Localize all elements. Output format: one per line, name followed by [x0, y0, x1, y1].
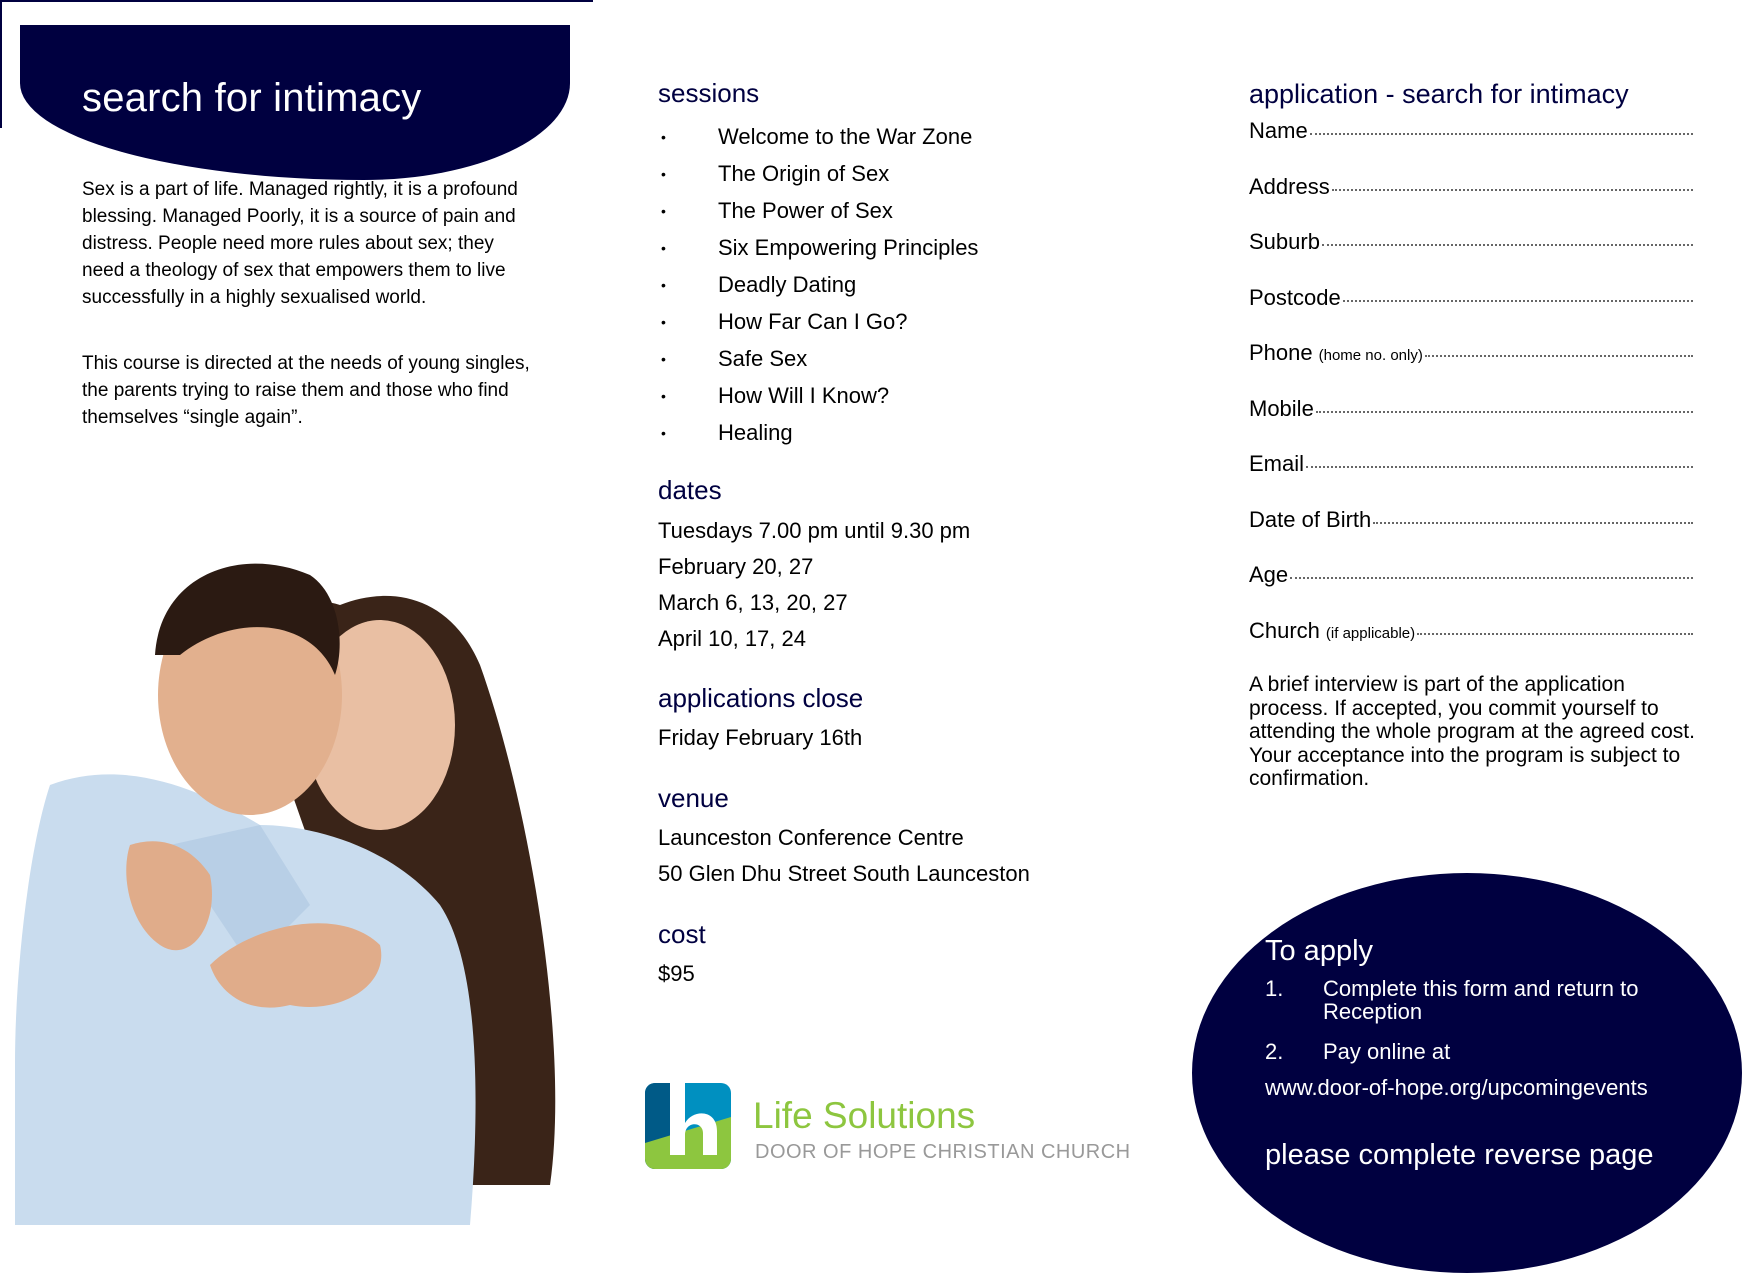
address-input-line[interactable]: [1332, 189, 1693, 191]
age-field[interactable]: [1249, 562, 1693, 618]
session-title: Six Empowering Principles: [718, 234, 979, 260]
field-label: Suburb: [1249, 229, 1320, 254]
step-number: 2.: [1265, 1039, 1284, 1064]
bullet-icon: •: [661, 313, 666, 330]
session-title: How Will I Know?: [718, 382, 890, 408]
intro-paragraph-1: Sex is a part of life. Managed rightly, it is a profound blessing. Managed Poorly, it is a source of pain and distress. People need more rules about sex; they need a theology of sex that empowers them to live successfully in a highly sexualised world.: [82, 179, 518, 308]
field-note: (if applicable): [1325, 624, 1416, 642]
field-note: (home no. only): [1318, 347, 1423, 364]
step-text: Pay online at: [1323, 1039, 1451, 1064]
step-number: 1.: [1265, 976, 1284, 1001]
date-line: April 10, 17, 24: [658, 626, 806, 651]
dob-input-line[interactable]: [1373, 522, 1693, 524]
form-heading: application - search for intimacy: [1249, 79, 1629, 109]
field-label: Phone: [1249, 340, 1313, 365]
phone-input-line[interactable]: [1425, 355, 1693, 357]
suburb-input-line[interactable]: [1322, 244, 1693, 246]
apply-url-link[interactable]: www.door-of-hope.org/upcomingevents: [1265, 1075, 1648, 1100]
top-border: [0, 0, 593, 2]
list-item: [658, 192, 1158, 229]
bullet-icon: •: [661, 239, 666, 256]
venue-line: Launceston Conference Centre: [658, 825, 964, 850]
apply-heading: To apply: [1265, 935, 1374, 967]
list-item: [658, 377, 1158, 414]
cost-heading: cost: [658, 919, 706, 949]
field-label: Address: [1249, 173, 1330, 199]
applications-close-date: Friday February 16th: [658, 725, 863, 750]
field-label: Church: [1249, 617, 1320, 643]
address-field[interactable]: [1249, 174, 1693, 230]
logo-subtitle: DOOR OF HOPE CHRISTIAN CHURCH: [755, 1141, 1131, 1163]
mobile-input-line[interactable]: [1316, 411, 1693, 413]
venue-heading: venue: [658, 783, 729, 813]
session-title: The Power of Sex: [718, 197, 893, 223]
venue-address: [658, 820, 1030, 892]
date-line: Tuesdays 7.00 pm until 9.30 pm: [658, 518, 971, 543]
apply-step-1: [1265, 977, 1685, 1023]
applications-close-heading: applications close: [658, 683, 864, 713]
suburb-field[interactable]: [1249, 229, 1693, 285]
sessions-heading: sessions: [658, 78, 760, 108]
bullet-icon: •: [661, 424, 666, 441]
field-label: Date of Birth: [1249, 506, 1372, 532]
list-item: [658, 303, 1158, 340]
session-title: Safe Sex: [718, 345, 808, 371]
name-input-line[interactable]: [1310, 133, 1693, 135]
couple-photo: [10, 545, 560, 1225]
session-title: Welcome to the War Zone: [718, 123, 973, 149]
email-input-line[interactable]: [1306, 466, 1693, 468]
bullet-icon: •: [661, 202, 666, 219]
list-item: [658, 340, 1158, 377]
list-item: [658, 266, 1158, 303]
church-field[interactable]: [1249, 618, 1693, 674]
date-line: March 6, 13, 20, 27: [658, 590, 848, 615]
session-title: Healing: [718, 419, 793, 445]
phone-field[interactable]: [1249, 340, 1693, 396]
apply-footer: please complete reverse page: [1265, 1139, 1654, 1171]
date-line: February 20, 27: [658, 554, 814, 579]
postcode-input-line[interactable]: [1343, 300, 1693, 302]
list-item: [658, 155, 1158, 192]
sessions-list: [658, 118, 1158, 451]
bullet-icon: •: [661, 350, 666, 367]
field-label: Age: [1249, 562, 1289, 587]
bullet-icon: •: [661, 276, 666, 293]
step-text: Complete this form and return to Reception: [1323, 976, 1639, 1024]
email-field[interactable]: [1249, 451, 1693, 507]
page-title: search for intimacy: [82, 76, 422, 120]
cost-value: $95: [658, 961, 695, 986]
application-note: A brief interview is part of the application process. If accepted, you commit yourself to attending the whole program at the agreed cost. Your acceptance into the program is subject to confirmation.: [1249, 673, 1695, 790]
dates-heading: dates: [658, 475, 722, 505]
date-of-birth-field[interactable]: [1249, 507, 1693, 563]
postcode-field[interactable]: [1249, 285, 1693, 341]
mobile-field[interactable]: [1249, 396, 1693, 452]
list-item: [658, 414, 1158, 451]
apply-step-2: [1265, 1039, 1450, 1065]
apply-oval: [1192, 873, 1742, 1273]
session-title: How Far Can I Go?: [718, 308, 908, 334]
bullet-icon: •: [661, 128, 666, 145]
bullet-icon: •: [661, 165, 666, 182]
field-label: Mobile: [1249, 395, 1314, 421]
field-label: Email: [1249, 451, 1305, 476]
logo-name: Life Solutions: [753, 1095, 976, 1136]
dates-list: [658, 513, 970, 657]
life-solutions-logo-icon: [645, 1083, 731, 1169]
list-item: [658, 118, 1158, 155]
age-input-line[interactable]: [1290, 577, 1693, 579]
left-border: [0, 0, 2, 128]
list-item: [658, 229, 1158, 266]
session-title: The Origin of Sex: [718, 160, 890, 186]
venue-line: 50 Glen Dhu Street South Launceston: [658, 861, 1030, 886]
church-input-line[interactable]: [1417, 633, 1693, 635]
field-label: Postcode: [1249, 284, 1341, 310]
field-label: Name: [1249, 118, 1308, 143]
session-title: Deadly Dating: [718, 271, 857, 297]
bullet-icon: •: [661, 387, 666, 404]
intro-paragraph-2: This course is directed at the needs of young singles, the parents trying to raise them and those who find themselves “single again”.: [82, 353, 530, 428]
name-field[interactable]: [1249, 118, 1693, 174]
